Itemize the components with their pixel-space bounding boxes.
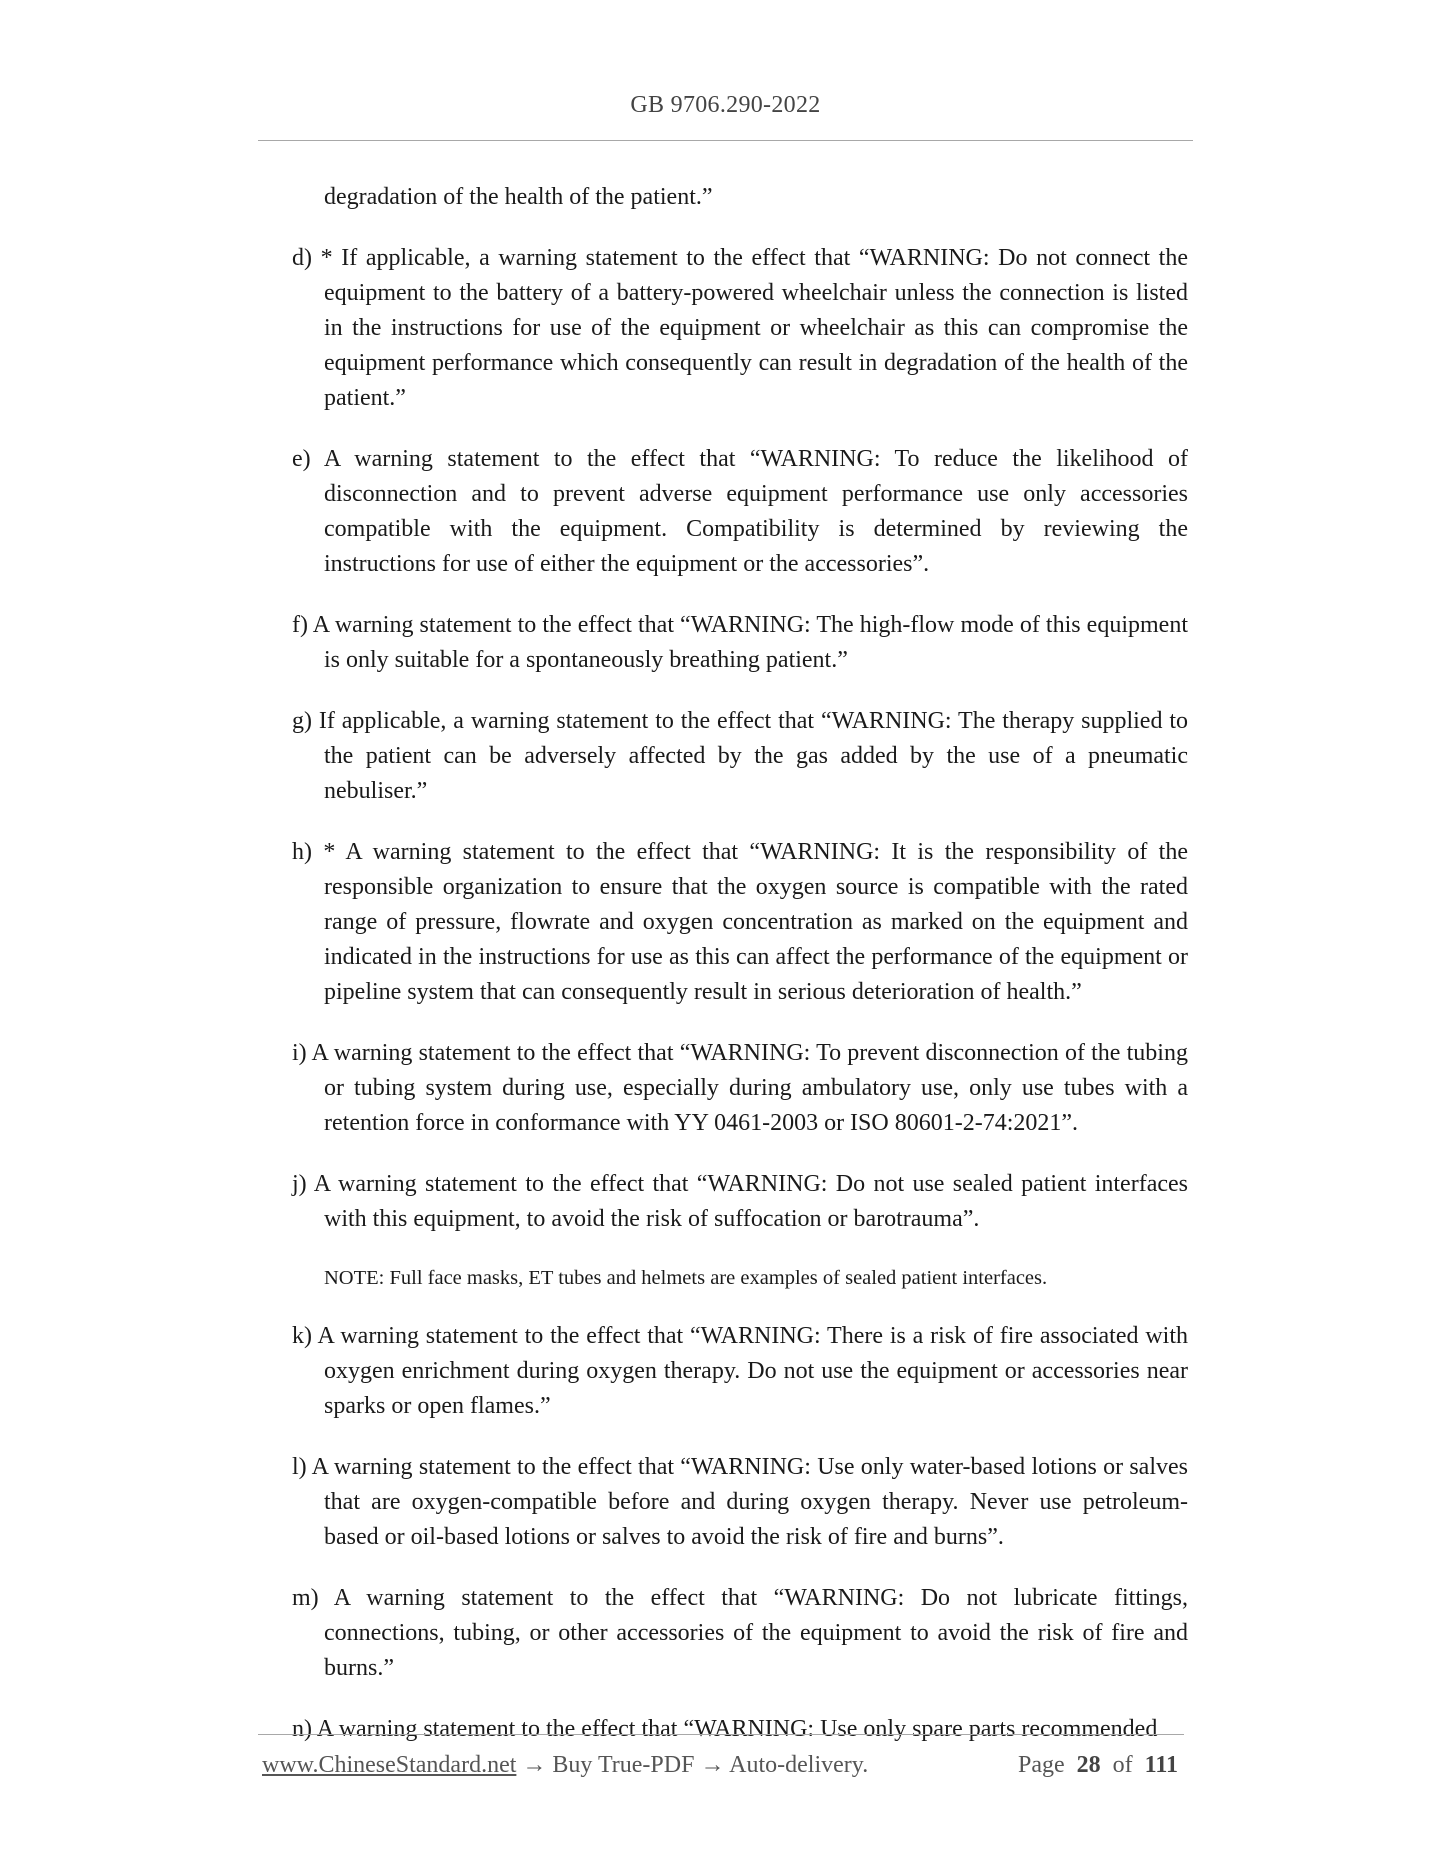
- list-item-text: A warning statement to the effect that “WARNING: Do not lubricate fittings, connections, tubing, or other accessories of the equipment to avoid the risk of fire and burns.”: [324, 1585, 1188, 1681]
- list-marker: i): [292, 1040, 307, 1066]
- list-marker: d): [292, 245, 312, 271]
- list-item-d: [292, 241, 1188, 416]
- list-marker: j): [292, 1171, 307, 1197]
- list-item-text: * If applicable, a warning statement to the effect that “WARNING: Do not connect the equipment to the battery of a battery-powered wheelchair unless the connection is listed in the instructions for use of the equipment or wheelchair as this can compromise the equipment performance which consequently can result in degradation of the health of the patient.”: [320, 245, 1189, 411]
- list-marker: h): [292, 839, 312, 865]
- list-marker: k): [292, 1323, 312, 1349]
- list-item-f: [292, 608, 1188, 678]
- list-item-g: [292, 704, 1188, 809]
- list-item-e: [292, 442, 1188, 582]
- list-item-text: A warning statement to the effect that “WARNING: Use only spare parts recommended: [316, 1716, 1158, 1742]
- list-item-j: [292, 1167, 1188, 1237]
- list-item-h: [292, 835, 1188, 1010]
- document-body: [292, 180, 1188, 1773]
- note-text: NOTE: Full face masks, ET tubes and helmets are examples of sealed patient interfaces.: [324, 1267, 1048, 1289]
- website-link[interactable]: www.ChineseStandard.net: [262, 1752, 517, 1778]
- list-item-text: A warning statement to the effect that “WARNING: Do not use sealed patient interfaces with this equipment, to avoid the risk of suffocation or barotrauma”.: [313, 1171, 1188, 1232]
- page-footer: [262, 1752, 1182, 1786]
- list-marker: n): [292, 1716, 312, 1742]
- list-item-text: A warning statement to the effect that “WARNING: Use only water-based lotions or salves that are oxygen-compatible before and during oxygen therapy. Never use petroleum-based or oil-based lotions or salves to avoid the risk of fire and burns”.: [311, 1454, 1188, 1550]
- list-item-i: [292, 1036, 1188, 1141]
- list-item-text: A warning statement to the effect that “WARNING: The high-flow mode of this equipment is only suitable for a spontaneously breathing patient.”: [312, 612, 1188, 673]
- list-item-text: If applicable, a warning statement to the effect that “WARNING: The therapy supplied to the patient can be adversely affected by the gas added by the use of a pneumatic nebuliser.”: [318, 708, 1189, 804]
- header-divider: [258, 140, 1193, 141]
- list-marker: m): [292, 1585, 319, 1611]
- of-label: of: [1112, 1752, 1133, 1778]
- page-header: GB 9706.290-2022: [630, 92, 821, 118]
- footer-divider: [258, 1734, 1184, 1735]
- arrow-right-icon: →: [522, 1752, 547, 1778]
- list-item-l: [292, 1450, 1188, 1555]
- list-marker: f): [292, 612, 308, 638]
- arrow-right-icon: →: [700, 1752, 725, 1778]
- list-item-text: A warning statement to the effect that “WARNING: To prevent disconnection of the tubing or tubing system during use, especially during ambulatory use, only use tubes with a retention force in conformance with YY 0461-2003 or ISO 80601-2-74:2021”.: [311, 1040, 1188, 1136]
- continuation-text: degradation of the health of the patient.”: [324, 184, 713, 210]
- list-item-text: A warning statement to the effect that “WARNING: To reduce the likelihood of disconnection and to prevent adverse equipment performance use only accessories compatible with the equipment. Compatibility is determined by reviewing the instructions for use of either the equipment or the accessories”.: [323, 446, 1188, 577]
- list-item-k: [292, 1319, 1188, 1424]
- footer-promo: [262, 1752, 868, 1779]
- page-number: 28: [1076, 1752, 1101, 1778]
- delivery-text: Auto-delivery.: [729, 1752, 869, 1778]
- total-pages: 111: [1144, 1752, 1178, 1778]
- list-item-text: A warning statement to the effect that “WARNING: There is a risk of fire associated with oxygen enrichment during oxygen therapy. Do not use the equipment or accessories near sparks or open flames.”: [317, 1323, 1188, 1419]
- list-item-n: [292, 1712, 1188, 1747]
- list-item-text: * A warning statement to the effect that “WARNING: It is the responsibility of the responsible organization to ensure that the oxygen source is compatible with the rated range of pressure, flowrate and oxygen concentration as marked on the equipment and indicated in the instructions for use as this can affect the performance of the equipment or pipeline system that can consequently result in serious deterioration of health.”: [323, 839, 1189, 1005]
- list-marker: g): [292, 708, 312, 734]
- page-counter: [1018, 1752, 1178, 1779]
- list-marker: e): [292, 446, 311, 472]
- list-marker: l): [292, 1454, 307, 1480]
- page-label: Page: [1017, 1752, 1065, 1778]
- buy-text: Buy True-PDF: [552, 1752, 695, 1778]
- list-item-m: [292, 1581, 1188, 1686]
